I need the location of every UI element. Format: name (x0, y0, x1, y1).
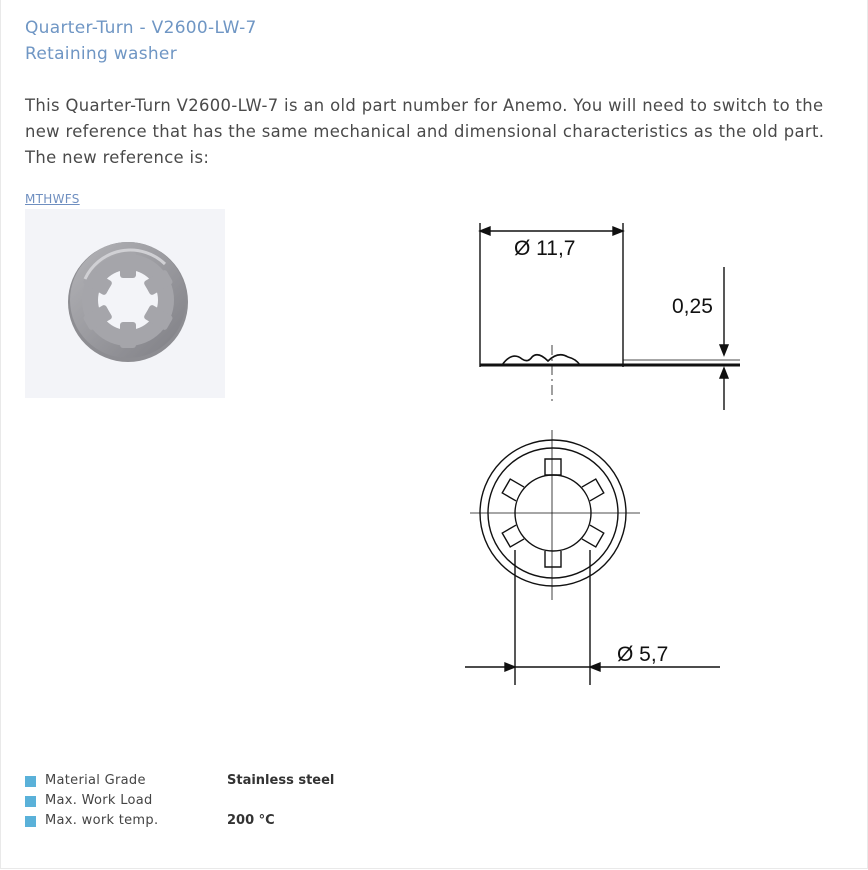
outer-diameter-label: Ø 11,7 (514, 237, 576, 260)
bullet-square-icon (25, 796, 36, 807)
property-label: Max. work temp. (45, 813, 159, 828)
technical-drawing (450, 205, 750, 699)
product-photo[interactable] (25, 209, 225, 398)
property-label: Material Grade (45, 773, 146, 788)
product-description: This Quarter-Turn V2600-LW-7 is an old part number for Anemo. You will need to switch to the new reference that has the same mechanical and dimensional characteristics as the old part. The new reference is: (25, 96, 825, 167)
bullet-square-icon (25, 816, 36, 827)
property-value: 200 °C (227, 813, 275, 828)
property-row-work-load (25, 792, 425, 812)
property-row-work-temp (25, 812, 425, 832)
property-row-material (25, 772, 425, 792)
washer-dimension-drawing (450, 205, 750, 695)
property-value: Stainless steel (227, 773, 335, 788)
product-title: Quarter-Turn - V2600-LW-7 (25, 18, 257, 38)
inner-diameter-label: Ø 5,7 (617, 643, 669, 666)
thickness-label: 0,25 (672, 295, 713, 318)
new-reference-link[interactable]: MTHWFS (25, 192, 80, 206)
product-subtitle: Retaining washer (25, 44, 177, 64)
washer-photo-image (25, 209, 225, 398)
property-label: Max. Work Load (45, 793, 153, 808)
bullet-square-icon (25, 776, 36, 787)
properties-list (25, 772, 425, 832)
product-title-block (25, 15, 257, 67)
